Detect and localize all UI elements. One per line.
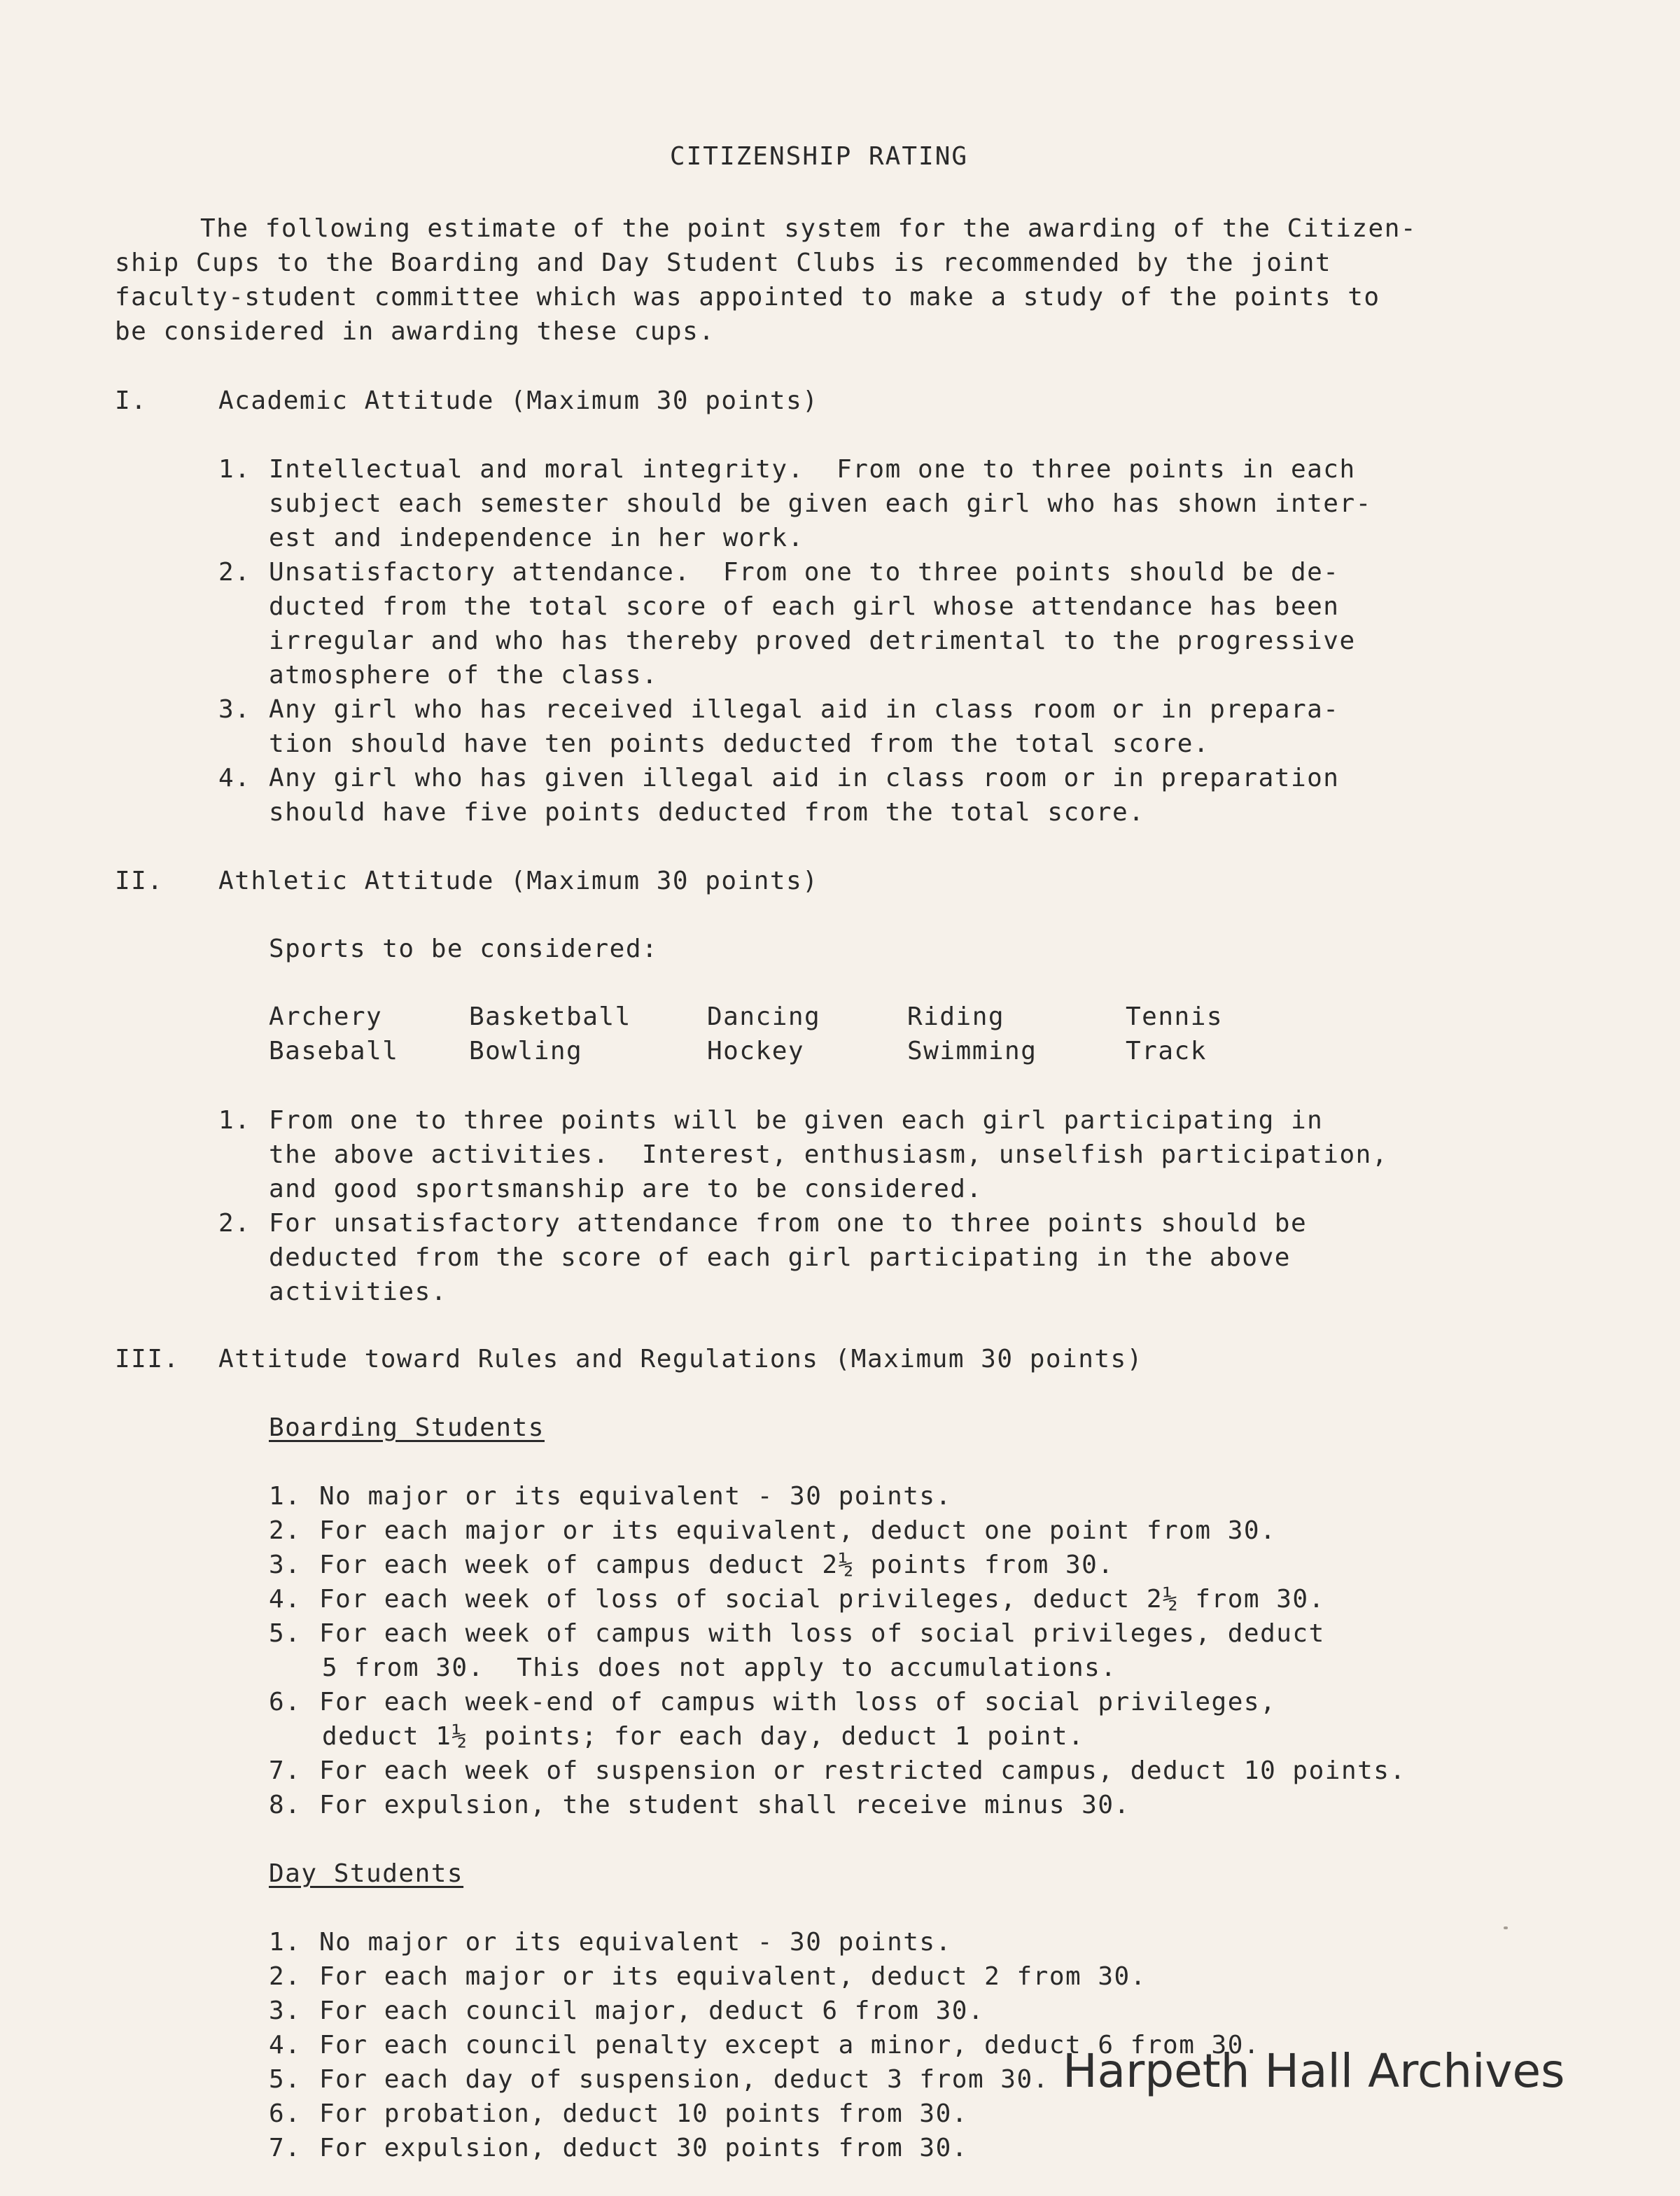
item-line: and good sportsmanship are to be considered. [269,1175,983,1203]
item-number: 6. [269,2099,302,2128]
item-number: 1. [218,455,251,484]
item-line: Unsatisfactory attendance. From one to three points should be de- [269,558,1340,587]
item-number: 5. [269,2065,302,2094]
item-number: 1. [218,1106,251,1135]
item-line: For each major or its equivalent, deduct one point from 30. [319,1516,1277,1545]
sport-name: Swimming [907,1037,1037,1065]
item-line: For each major or its equivalent, deduct 2 from 30. [319,1962,1147,1991]
sport-name: Hockey [707,1037,805,1065]
sport-name: Basketball [469,1002,631,1031]
section-heading: Attitude toward Rules and Regulations (Maximum 30 points) [218,1345,1143,1373]
item-line: tion should have ten points deducted from the total score. [269,729,1210,758]
subsection-heading-boarding: Boarding Students [269,1413,545,1442]
item-number: 2. [218,558,251,587]
item-number: 8. [269,1791,302,1819]
item-line: For each council penalty except a minor, deduct 6 from 30. [319,2031,1261,2059]
item-line: irregular and who has thereby proved detrimental to the progressive [269,627,1356,655]
item-line: the above activities. Interest, enthusiasm, unselfish participation, [269,1140,1388,1169]
item-line: Any girl who has given illegal aid in class room or in preparation [269,764,1340,792]
page-title: CITIZENSHIP RATING [669,142,969,171]
item-line: subject each semester should be given each girl who has shown inter- [269,489,1372,518]
item-line: For each week-end of campus with loss of social privileges, [319,1688,1277,1716]
item-number: 4. [269,2031,302,2059]
item-line: For each week of suspension or restricted campus, deduct 10 points. [319,1756,1406,1785]
sport-name: Bowling [469,1037,583,1065]
item-line: For each council major, deduct 6 from 30. [319,1996,985,2025]
item-number: 6. [269,1688,302,1716]
section-heading: Academic Attitude (Maximum 30 points) [218,386,819,415]
item-line: Intellectual and moral integrity. From one to three points in each [269,455,1356,484]
item-line: For each day of suspension, deduct 3 from 30. [319,2065,1049,2094]
subsection-heading-day: Day Students [269,1859,464,1888]
item-line: deduct 1½ points; for each day, deduct 1 point. [322,1722,1085,1751]
item-line: For each week of loss of social privileges, deduct 2½ from 30. [319,1585,1325,1614]
sport-name: Archery [269,1002,383,1031]
paper-speck [1504,1926,1508,1929]
item-line: activities. [269,1278,447,1306]
item-line: should have five points deducted from the total score. [269,798,1145,827]
item-number: 4. [218,764,251,792]
item-number: 5. [269,1619,302,1648]
intro-line: be considered in awarding these cups. [115,317,715,346]
item-number: 2. [218,1209,251,1238]
item-line: deducted from the score of each girl participating in the above [269,1243,1291,1272]
item-number: 3. [269,1996,302,2025]
item-line: For each week of campus with loss of social privileges, deduct [319,1619,1325,1648]
item-number: 4. [269,1585,302,1614]
item-line: No major or its equivalent - 30 points. [319,1482,952,1511]
intro-line: faculty-student committee which was appointed to make a study of the points to [115,283,1380,312]
item-number: 2. [269,1962,302,1991]
item-number: 1. [269,1928,302,1957]
archive-watermark: Harpeth Hall Archives [1063,2044,1565,2098]
item-line: est and independence in her work. [269,524,804,552]
section-heading: Athletic Attitude (Maximum 30 points) [218,867,819,895]
item-line: For expulsion, deduct 30 points from 30. [319,2134,968,2162]
item-line: No major or its equivalent - 30 points. [319,1928,952,1957]
item-line: For probation, deduct 10 points from 30. [319,2099,968,2128]
item-line: For expulsion, the student shall receive minus 30. [319,1791,1130,1819]
sport-name: Dancing [707,1002,821,1031]
item-number: 3. [269,1551,302,1579]
item-line: For each week of campus deduct 2½ points from 30. [319,1551,1114,1579]
sports-label: Sports to be considered: [269,935,659,963]
sport-name: Track [1126,1037,1207,1065]
item-number: 1. [269,1482,302,1511]
item-line: ducted from the total score of each girl whose attendance has been [269,592,1340,621]
section-numeral: II. [115,867,164,895]
item-line: For unsatisfactory attendance from one to three points should be [269,1209,1308,1238]
sport-name: Baseball [269,1037,399,1065]
sport-name: Riding [907,1002,1005,1031]
item-line: From one to three points will be given each girl participating in [269,1106,1324,1135]
item-number: 2. [269,1516,302,1545]
item-line: Any girl who has received illegal aid in class room or in prepara- [269,695,1340,724]
intro-line: ship Cups to the Boarding and Day Student Clubs is recommended by the joint [115,249,1332,277]
item-number: 7. [269,1756,302,1785]
item-line: atmosphere of the class. [269,661,659,690]
item-line: 5 from 30. This does not apply to accumulations. [322,1653,1117,1682]
section-numeral: III. [115,1345,180,1373]
section-numeral: I. [115,386,148,415]
intro-line: The following estimate of the point system for the awarding of the Citizen- [200,214,1418,243]
item-number: 7. [269,2134,302,2162]
sport-name: Tennis [1126,1002,1224,1031]
item-number: 3. [218,695,251,724]
